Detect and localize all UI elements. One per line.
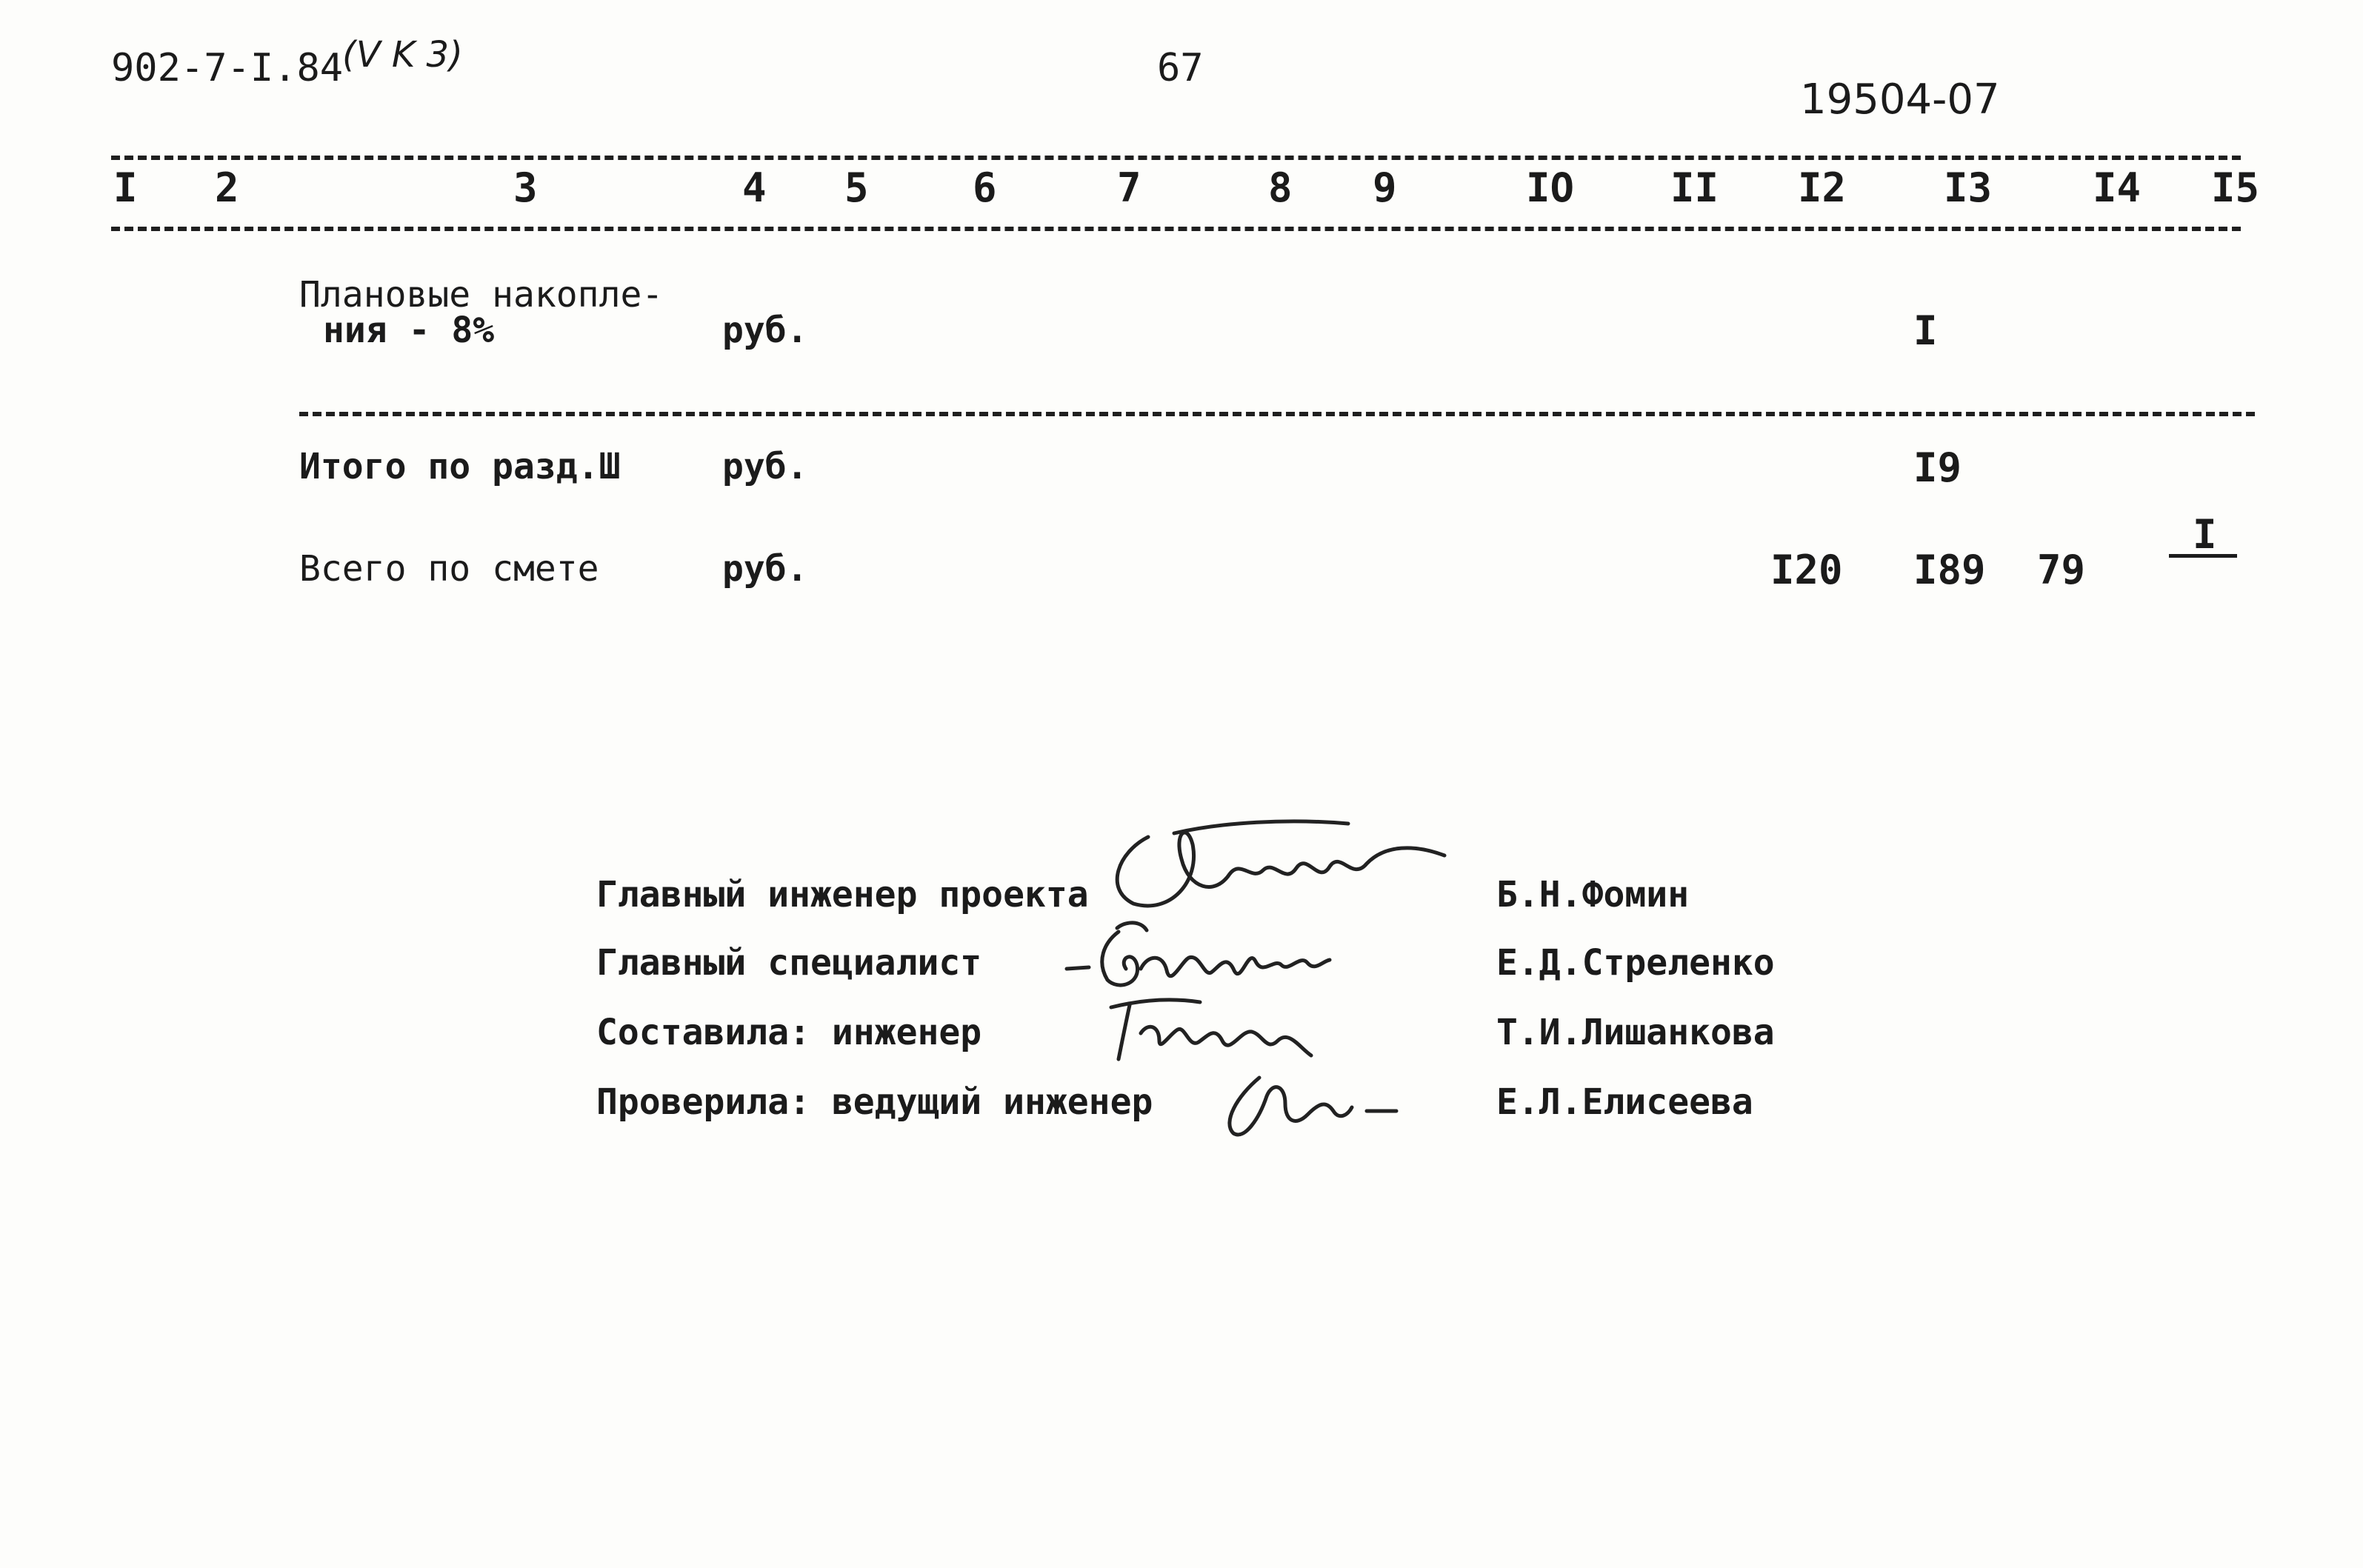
column-number-6: 6 (973, 164, 997, 211)
signature-name-checker: Е.Л.Елисеева (1496, 1081, 1753, 1123)
signature-name-chief-engineer: Б.Н.Фомин (1496, 874, 1690, 915)
column-number-15: I5 (2211, 164, 2260, 211)
column-number-13: I3 (1944, 164, 1993, 211)
column-number-11: II (1670, 164, 1719, 211)
section-rule (299, 412, 2255, 416)
handwritten-signature-1 (1104, 815, 1459, 918)
column-number-7: 7 (1117, 164, 1141, 211)
column-number-3: 3 (513, 164, 538, 211)
column-number-5: 5 (844, 164, 869, 211)
header-top-rule (111, 156, 2241, 160)
fraction-bar (2169, 554, 2237, 558)
row-estimate-total-unit: руб. (722, 548, 808, 590)
signature-role-compiler: Составила: инженер (596, 1012, 982, 1053)
row-section-total-name: Итого по разд.Ш (299, 446, 621, 487)
column-number-10: IO (1526, 164, 1575, 211)
page-number: 67 (1157, 46, 1204, 90)
column-number-4: 4 (742, 164, 767, 211)
row-estimate-total-col14: 79 (2037, 547, 2086, 593)
handwritten-signature-3 (1096, 989, 1333, 1070)
header-bottom-rule (111, 227, 2241, 231)
row-estimate-total-col12: I20 (1770, 547, 1843, 593)
column-number-1: I (113, 164, 138, 211)
signature-role-checker: Проверила: ведущий инженер (596, 1081, 1153, 1123)
handwritten-signature-4 (1215, 1063, 1407, 1144)
column-number-9: 9 (1373, 164, 1397, 211)
column-number-12: I2 (1798, 164, 1847, 211)
document-code: 902-7-I.84 (111, 46, 344, 90)
signature-role-chief-specialist: Главный специалист (596, 942, 982, 984)
row-planned-savings-col13: I (1913, 307, 1938, 354)
row-planned-savings-name-line2: ния - 8% (323, 310, 495, 351)
document-code-note: (V K 3) (342, 34, 463, 76)
column-number-8: 8 (1268, 164, 1293, 211)
column-number-2: 2 (215, 164, 239, 211)
row-estimate-total-col13: I89 (1913, 547, 1986, 593)
row-planned-savings-name-line1: Плановые накопле- (299, 274, 664, 316)
signature-name-compiler: Т.И.Лишанкова (1496, 1012, 1775, 1053)
row-section-total-unit: руб. (722, 446, 808, 487)
signature-role-chief-engineer: Главный инженер проекта (596, 874, 1089, 915)
row-estimate-total-col15: I (2193, 511, 2217, 558)
archive-number: 19504-07 (1800, 76, 2000, 124)
column-number-14: I4 (2093, 164, 2142, 211)
row-planned-savings-unit: руб. (722, 310, 808, 351)
row-estimate-total-name: Всего по смете (299, 548, 599, 590)
signature-name-chief-specialist: Е.Д.Стреленко (1496, 942, 1775, 984)
row-section-total-col13: I9 (1913, 444, 1962, 491)
